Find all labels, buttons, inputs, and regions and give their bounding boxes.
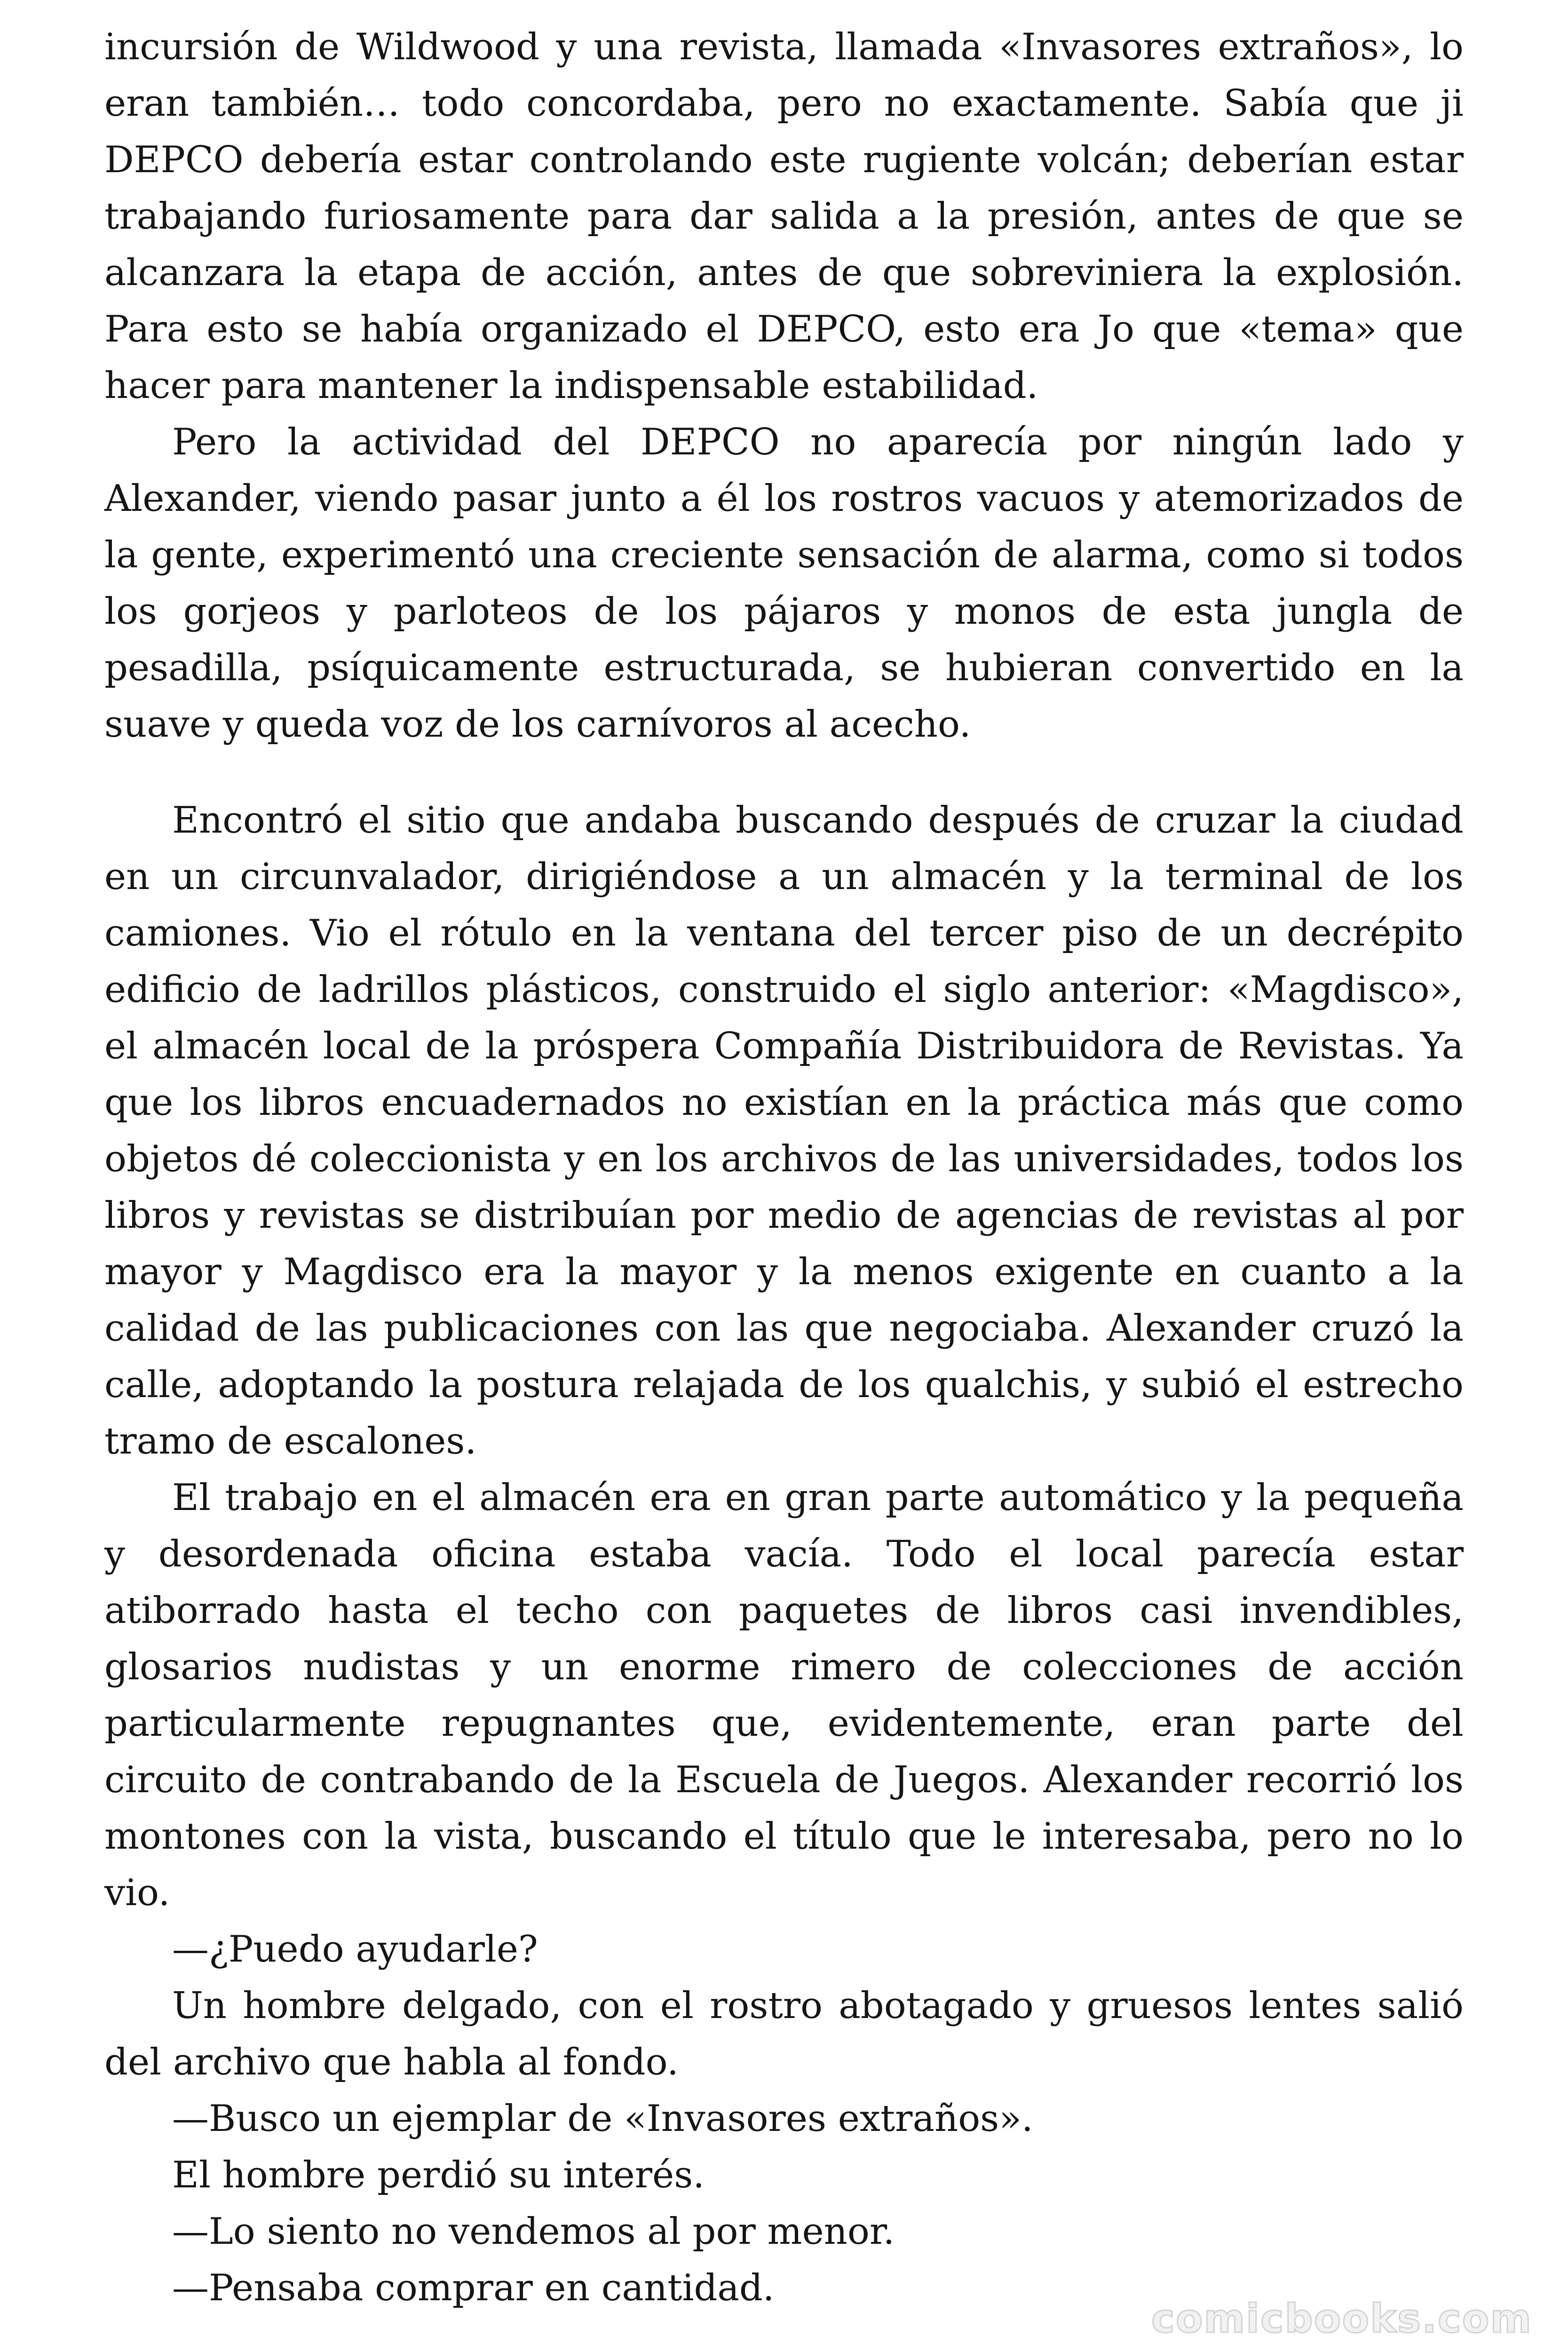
watermark: comicbooks.com	[1151, 2296, 1532, 2342]
paragraph: incursión de Wildwood y una revista, llamada «Invasores extraños», lo eran también… todo concordaba, pero no exactamente. Sabía que ji DEPCO debería estar controlando este rugiente volcán; deberían estar trabajando furiosamente para dar salida a la presión, antes de que se alcanzara la etapa de acción, antes de que sobreviniera la explosión. Para esto se había organizado el DEPCO, esto era Jo que «tema» que hacer para mantener la indispensable estabilidad.	[104, 26, 1464, 407]
book-page	[104, 19, 1464, 2316]
section-break	[104, 753, 1464, 792]
dialogue-line: —Busco un ejemplar de «Invasores extraños».	[172, 2098, 1033, 2140]
paragraph: Pero la actividad del DEPCO no aparecía por ningún lado y Alexander, viendo pasar junto a él los rostros vacuos y atemorizados de la gente, experimentó una creciente sensación de alarma, como si todos los gorjeos y parloteos de los pájaros y monos de esta jungla de pesadilla, psíquicamente estructurada, se hubieran convertido en la suave y queda voz de los carnívoros al acecho.	[104, 421, 1464, 746]
dialogue-line: —Pensaba comprar en cantidad.	[172, 2267, 775, 2309]
dialogue-line: —Lo siento no vendemos al por menor.	[172, 2210, 895, 2253]
paragraph: Encontró el sitio que andaba buscando después de cruzar la ciudad en un circunvalador, dirigiéndose a un almacén y la terminal de los camiones. Vio el rótulo en la ventana del tercer piso de un decrépito edificio de ladrillos plásticos, construido el siglo anterior: «Magdisco», el almacén local de la próspera Compañía Distribuidora de Revistas. Ya que los libros encuadernados no existían en la práctica más que como objetos dé coleccionista y en los archivos de las universidades, todos los libros y revistas se distribuían por medio de agencias de revistas al por mayor y Magdisco era la mayor y la menos exigente en cuanto a la calidad de las publicaciones con las que negociaba. Alexander cruzó la calle, adoptando la postura relajada de los qualchis, y subió el estrecho tramo de escalones.	[104, 799, 1464, 1462]
paragraph: El trabajo en el almacén era en gran parte automático y la pequeña y desordenada oficina estaba vacía. Todo el local parecía estar atiborrado hasta el techo con paquetes de libros casi invendibles, glosarios nudistas y un enorme rimero de colecciones de acción particularmente repugnantes que, evidentemente, eran parte del circuito de contrabando de la Escuela de Juegos. Alexander recorrió los montones con la vista, buscando el título que le interesaba, pero no lo vio.	[104, 1477, 1464, 1914]
paragraph: El hombre perdió su interés.	[172, 2154, 705, 2196]
dialogue-line: —¿Puedo ayudarle?	[172, 1928, 538, 1971]
paragraph: Un hombre delgado, con el rostro abotagado y gruesos lentes salió del archivo que habla al fondo.	[104, 1985, 1464, 2083]
